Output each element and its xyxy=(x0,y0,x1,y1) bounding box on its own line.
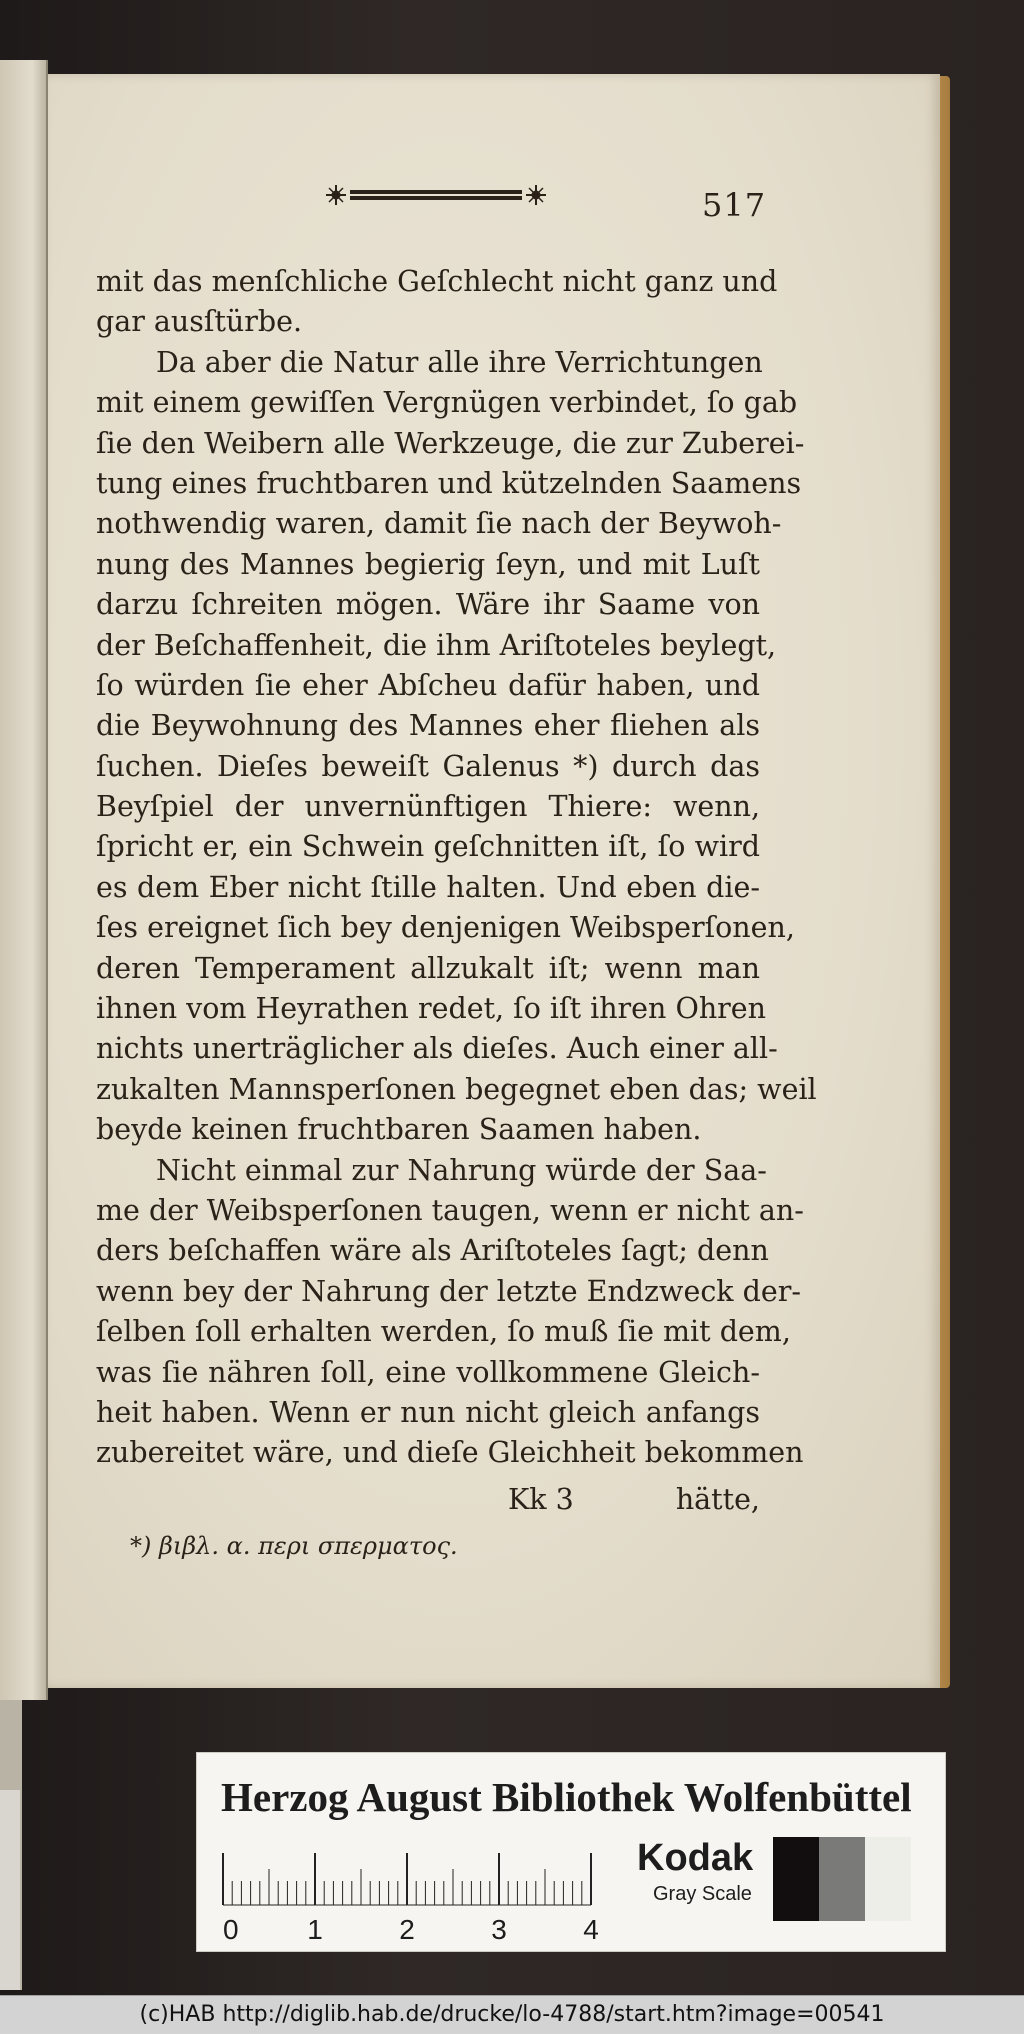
footer-bar xyxy=(0,1995,1024,2034)
text-line: ſie den Weibern alle Werkzeuge, die zur Zuberei- xyxy=(96,426,805,460)
text-line: der Beſchaffenheit, die ihm Ariſtoteles beylegt, xyxy=(96,628,777,662)
text-line: ſpricht er, ein Schwein geſchnitten iſt, ſo wird xyxy=(96,830,760,864)
text-line: zukalten Mannsperſonen begegnet eben das; weil xyxy=(96,1072,817,1106)
text-line: darzu ſchreiten mögen. Wäre ihr Saame von xyxy=(96,588,760,622)
text-line: gar ausſtürbe. xyxy=(96,305,303,339)
text-line: heit haben. Wenn er nun nicht gleich anfangs xyxy=(96,1395,760,1429)
catch-line xyxy=(96,1480,760,1520)
text-line: ihnen vom Heyrathen redet, ſo iſt ihren Ohren xyxy=(96,992,767,1026)
signature-mark: Kk 3 xyxy=(508,1483,574,1516)
scale-ruler xyxy=(221,1853,621,1945)
text-line: Nicht einmal zur Nahrung würde der Saa- xyxy=(156,1153,767,1187)
text-line: die Beywohnung des Mannes eher fliehen als xyxy=(96,709,760,743)
gray-patch-mid xyxy=(819,1837,865,1921)
gray-patch-black xyxy=(773,1837,819,1921)
text-line: ders beſchaffen wäre als Ariſtoteles ſagt; denn xyxy=(96,1234,769,1268)
text-line: beyde keinen fruchtbaren Saamen haben. xyxy=(96,1113,702,1147)
footer-copyright-url[interactable]: (c)HAB http://diglib.hab.de/drucke/lo-4788/start.htm?image=00541 xyxy=(139,2002,885,2027)
body-text xyxy=(96,262,817,1474)
text-line: tung eines fruchtbaren und kützelnden Saamens xyxy=(96,466,802,500)
text-line: deren Temperament allzukalt iſt; wenn man xyxy=(96,951,760,985)
text-line: ſelben ſoll erhalten werden, ſo muß ſie mit dem, xyxy=(96,1315,791,1349)
catchword: hätte, xyxy=(675,1483,760,1516)
shelf-label xyxy=(0,1790,20,1990)
text-line: ſes ereignet ſich bey denjenigen Weibsperſonen, xyxy=(96,911,795,945)
previous-page-lower-edge xyxy=(0,1700,22,1990)
text-line: ſuchen. Dieſes beweiſt Galenus *) durch das xyxy=(96,749,760,783)
text-line: zubereitet wäre, und dieſe Gleichheit bekommen xyxy=(96,1436,804,1470)
text-line: Da aber die Natur alle ihre Verrichtungen xyxy=(156,345,763,379)
ruler-label: 0 xyxy=(223,1914,239,1945)
text-line: mit einem gewiſſen Vergnügen verbindet, ſo gab xyxy=(96,386,798,420)
text-line: es dem Eber nicht ſtille halten. Und eben die- xyxy=(96,870,760,904)
text-line: Beyſpiel der unvernünftigen Thiere: wenn, xyxy=(96,790,760,824)
gray-patch-white xyxy=(865,1837,911,1921)
text-line: was ſie nähren ſoll, eine vollkommene Gleich- xyxy=(96,1355,760,1389)
library-color-card xyxy=(196,1752,946,1952)
text-line: me der Weibsperſonen taugen, wenn er nicht an- xyxy=(96,1193,804,1227)
page-number: 517 xyxy=(702,186,767,224)
footnote: *) βιβλ. α. περι σπερματος. xyxy=(130,1532,458,1560)
text-line: wenn bey der Nahrung der letzte Endzweck der- xyxy=(96,1274,801,1308)
text-line: ſo würden ſie eher Abſcheu dafür haben, und xyxy=(96,668,760,702)
ruler-label: 1 xyxy=(307,1914,323,1945)
text-line: nothwendig waren, damit ſie nach der Beywoh- xyxy=(96,507,782,541)
ruler-label: 3 xyxy=(491,1914,507,1945)
text-line: nung des Mannes begierig ſeyn, und mit Luſt xyxy=(96,547,760,581)
ruler-label: 2 xyxy=(399,1914,415,1945)
gray-scale-label: Gray Scale xyxy=(653,1883,752,1905)
ruler-label: 4 xyxy=(583,1914,599,1945)
library-name: Herzog August Bibliothek Wolfenbüttel xyxy=(221,1774,912,1820)
previous-page-edge xyxy=(0,60,48,1700)
kodak-logo: Kodak xyxy=(637,1837,754,1879)
text-line: mit das menſchliche Geſchlecht nicht ganz und xyxy=(96,265,778,298)
text-line: nichts unerträglicher als dieſes. Auch einer all- xyxy=(96,1032,778,1066)
header-ornament-icon xyxy=(324,184,549,206)
